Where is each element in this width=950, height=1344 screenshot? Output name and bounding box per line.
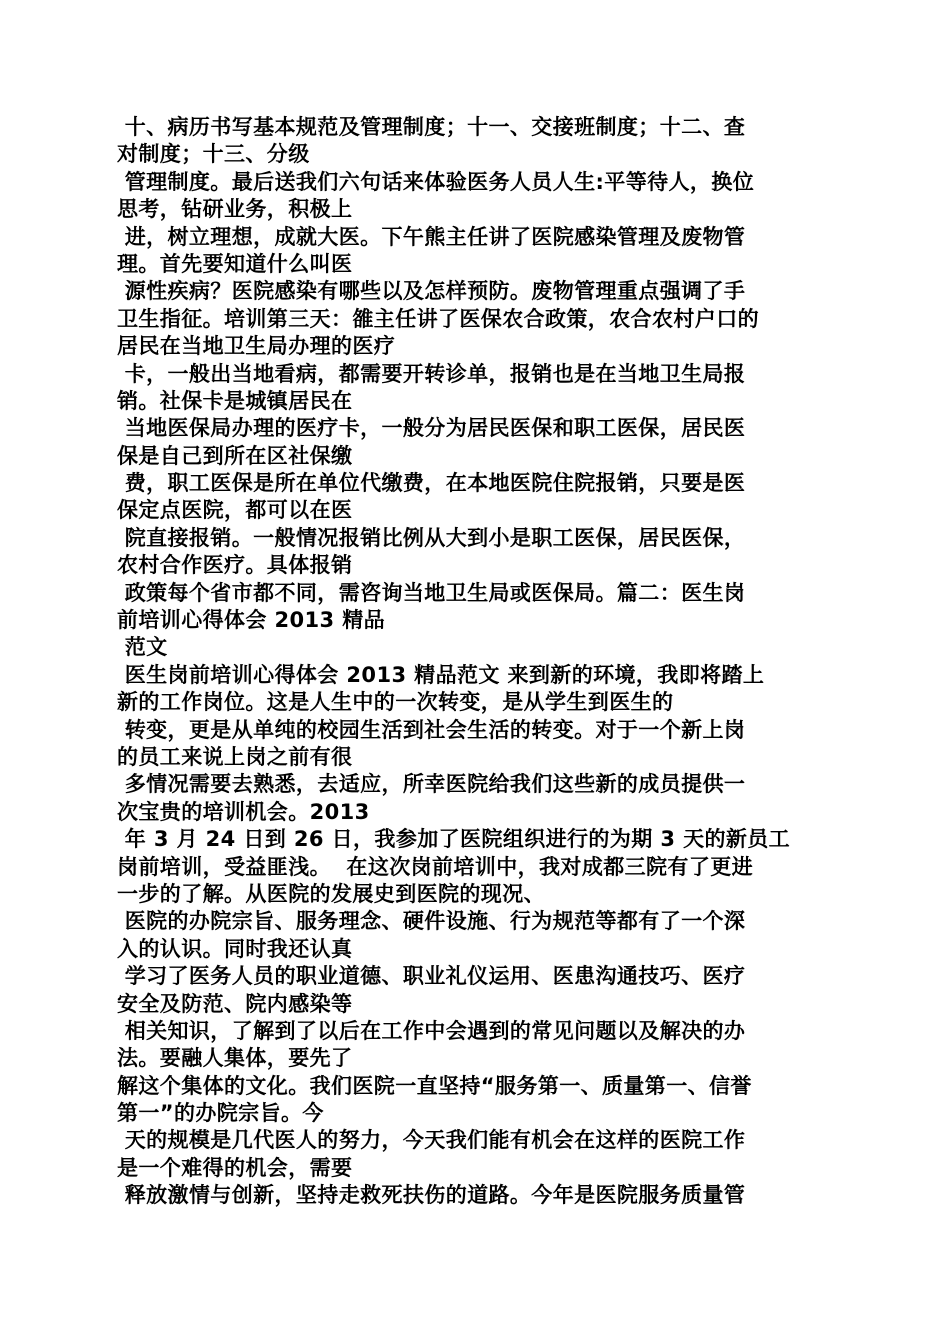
text-line: 范文 [117, 635, 168, 660]
text-line: 当地医保局办理的医疗卡，一般分为居民医保和职工医保，居民医 [117, 416, 746, 441]
text-line: 学习了医务人员的职业道德、职业礼仪运用、医患沟通技巧、医疗 [117, 964, 746, 989]
text-line: 费，职工医保是所在单位代缴费，在本地医院住院报销，只要是医 [117, 471, 746, 496]
text-line: 转变，更是从单纯的校园生活到社会生活的转变。对于一个新上岗 [117, 717, 746, 742]
text-line: 保定点医院，都可以在医 [117, 498, 353, 523]
text-line: 第一”的办院宗旨。今 [117, 1101, 324, 1126]
text-line: 相关知识，了解到了以后在工作中会遇到的常见问题以及解决的办 [117, 1018, 746, 1043]
text-line: 岗前培训，受益匪浅。 在这次岗前培训中，我对成都三院有了更进 [117, 854, 754, 879]
text-line: 保是自己到所在区社保缴 [117, 443, 353, 468]
document-body [117, 114, 837, 1210]
text-line: 次宝贵的培训机会。2013 [117, 799, 370, 824]
text-line: 的员工来说上岗之前有很 [117, 744, 353, 769]
text-line: 新的工作岗位。这是人生中的一次转变，是从学生到医生的 [117, 690, 674, 715]
text-line: 进，树立理想，成就大医。下午熊主任讲了医院感染管理及废物管 [117, 224, 746, 249]
text-line: 居民在当地卫生局办理的医疗 [117, 334, 396, 359]
text-line: 院直接报销。一般情况报销比例从大到小是职工医保，居民医保， [117, 525, 746, 550]
text-line: 对制度；十三、分级 [117, 142, 310, 167]
text-line: 管理制度。最后送我们六句话来体验医务人员人生:平等待人，换位 [117, 169, 755, 194]
text-line: 解这个集体的文化。我们医院一直坚持“服务第一、质量第一、信誉 [117, 1073, 752, 1098]
text-line: 安全及防范、院内感染等 [117, 991, 353, 1016]
text-line: 源性疾病？医院感染有哪些以及怎样预防。废物管理重点强调了手 [117, 279, 746, 304]
text-line: 医生岗前培训心得体会 2013 精品范文 来到新的环境，我即将踏上 [117, 662, 765, 687]
text-line: 销。社保卡是城镇居民在 [117, 388, 353, 413]
text-line: 卡，一般出当地看病，都需要开转诊单，报销也是在当地卫生局报 [117, 361, 746, 386]
text-line: 释放激情与创新，坚持走救死扶伤的道路。今年是医院服务质量管 [117, 1183, 746, 1208]
text-line: 政策每个省市都不同，需咨询当地卫生局或医保局。篇二：医生岗 [117, 580, 746, 605]
text-line: 多情况需要去熟悉，去适应，所幸医院给我们这些新的成员提供一 [117, 772, 746, 797]
text-line: 医院的办院宗旨、服务理念、硬件设施、行为规范等都有了一个深 [117, 909, 746, 934]
text-line: 入的认识。同时我还认真 [117, 936, 353, 961]
text-line: 思考，钻研业务，积极上 [117, 197, 353, 222]
text-line: 年 3 月 24 日到 26 日，我参加了医院组织进行的为期 3 天的新员工 [117, 827, 791, 852]
text-line: 天的规模是几代医人的努力，今天我们能有机会在这样的医院工作 [117, 1128, 746, 1153]
text-line: 一步的了解。从医院的发展史到医院的现况、 [117, 881, 545, 906]
text-line: 法。要融人集体，要先了 [117, 1046, 353, 1071]
text-line: 是一个难得的机会，需要 [117, 1155, 353, 1180]
text-line: 前培训心得体会 2013 精品 [117, 608, 386, 633]
text-line: 理。首先要知道什么叫医 [117, 251, 353, 276]
text-line: 卫生指征。培训第三天：雒主任讲了医保农合政策，农合农村户口的 [117, 306, 759, 331]
text-line: 十、病历书写基本规范及管理制度；十一、交接班制度；十二、查 [117, 115, 746, 139]
text-line: 农村合作医疗。具体报销 [117, 553, 353, 578]
